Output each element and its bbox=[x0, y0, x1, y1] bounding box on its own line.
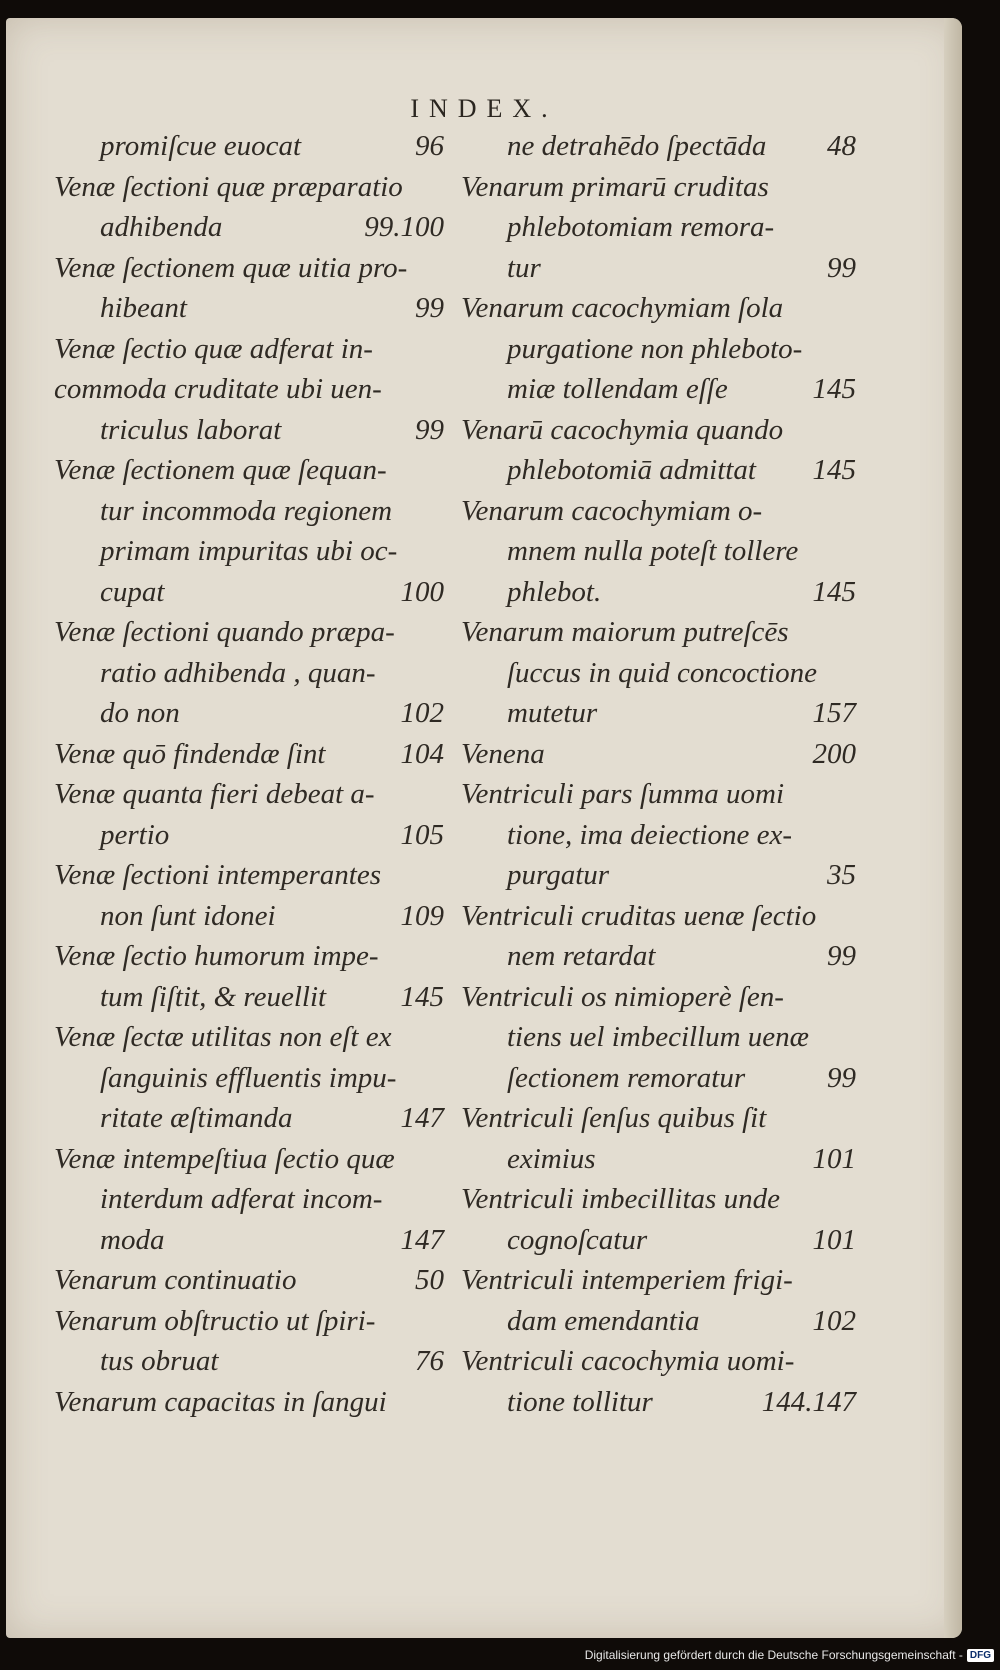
entry-text: Venæ ſectio quæ adferat in- bbox=[54, 332, 373, 365]
entry-text: eximius bbox=[507, 1142, 596, 1175]
entry-text: Venarū cacochymia quando bbox=[461, 413, 784, 446]
entry-text: Venæ ſectionem quæ uitia pro- bbox=[54, 251, 408, 284]
entry-text: ſectionem remoratur bbox=[507, 1061, 746, 1094]
page-reference: 102 bbox=[400, 697, 444, 729]
entry-text: interdum adferat incom- bbox=[100, 1183, 383, 1215]
page-reference: 145 bbox=[400, 980, 444, 1013]
index-entry-line bbox=[461, 126, 856, 167]
entry-text: tur bbox=[507, 251, 541, 284]
page-reference: 109 bbox=[400, 899, 444, 932]
index-entry-line bbox=[54, 1017, 444, 1058]
entry-text: ratio adhibenda , quan- bbox=[100, 656, 376, 689]
entry-text: primam impuritas ubi oc- bbox=[100, 535, 398, 567]
index-entry-line bbox=[461, 248, 856, 289]
page-reference: 157 bbox=[812, 697, 856, 729]
entry-text: tum ſiſtit, & reuellit bbox=[100, 980, 327, 1013]
index-entry-line bbox=[54, 815, 444, 856]
index-entry-line bbox=[54, 653, 444, 694]
page-edge bbox=[944, 18, 962, 1638]
page-reference: 147 bbox=[400, 1102, 444, 1134]
footer-text: Digitalisierung gefördert durch die Deutsche Forschungsgemeinschaft - bbox=[584, 1648, 963, 1662]
entry-text: hibeant bbox=[100, 292, 187, 324]
index-entry-line bbox=[54, 774, 444, 815]
entry-text: phlebotomiā admittat bbox=[507, 454, 756, 486]
page-reference: 105 bbox=[400, 818, 444, 851]
index-entry-line bbox=[54, 855, 444, 896]
index-entry-line bbox=[461, 1098, 856, 1139]
page-reference: 76 bbox=[415, 1345, 444, 1377]
entry-text: purgatur bbox=[507, 859, 610, 891]
index-entry-line bbox=[54, 936, 444, 977]
entry-text: ne detrahēdo ſpectāda bbox=[507, 130, 767, 162]
entry-text: Venæ ſectioni quæ præparatio bbox=[54, 170, 403, 203]
index-entry-line bbox=[54, 531, 444, 572]
page-reference: 101 bbox=[812, 1142, 856, 1175]
entry-text: ſuccus in quid concoctione bbox=[507, 656, 818, 689]
page-reference: 35 bbox=[827, 859, 856, 891]
entry-text: commoda cruditate ubi uen- bbox=[54, 373, 382, 405]
page-reference: 101 bbox=[812, 1223, 856, 1256]
index-entry-line bbox=[461, 288, 856, 329]
index-entry-line bbox=[461, 207, 856, 248]
index-entry-line bbox=[54, 1301, 444, 1342]
entry-text: Venarum cacochymiam ſola bbox=[461, 292, 784, 324]
entry-text: tus obruat bbox=[100, 1345, 219, 1377]
index-entry-line bbox=[461, 369, 856, 410]
entry-text: Venarum cacochymiam o- bbox=[461, 494, 763, 527]
index-entry-line bbox=[461, 572, 856, 613]
index-entry-line bbox=[461, 450, 856, 491]
index-entry-line bbox=[54, 572, 444, 613]
page-reference: 99 bbox=[827, 251, 856, 284]
entry-text: Ventriculi ſenſus quibus ſit bbox=[461, 1102, 767, 1134]
page-reference: 99 bbox=[415, 292, 444, 324]
index-entry-line bbox=[461, 815, 856, 856]
entry-text: Venarum capacitas in ſangui bbox=[54, 1385, 387, 1418]
entry-text: tione tollitur bbox=[507, 1385, 653, 1418]
entry-text: Venena bbox=[461, 737, 545, 770]
entry-text: Venæ ſectioni quando præpa- bbox=[54, 616, 395, 648]
page-reference: 145 bbox=[812, 454, 856, 486]
entry-text: Venarum obſtructio ut ſpiri- bbox=[54, 1304, 376, 1337]
page-reference: 100 bbox=[400, 575, 444, 608]
index-entry-line bbox=[461, 936, 856, 977]
entry-text: cupat bbox=[100, 575, 165, 608]
entry-text: pertio bbox=[100, 818, 170, 851]
entry-text: do non bbox=[100, 697, 180, 729]
entry-text: promiſcue euocat bbox=[100, 130, 302, 162]
index-entry-line bbox=[461, 734, 856, 775]
entry-text: Venæ ſectionem quæ ſequan- bbox=[54, 454, 387, 486]
entry-text: Ventriculi cacochymia uomi- bbox=[461, 1345, 795, 1377]
entry-text: Venæ ſectio humorum impe- bbox=[54, 940, 379, 972]
entry-text: Venarum primarū cruditas bbox=[461, 170, 769, 203]
index-entry-line bbox=[54, 896, 444, 937]
page-reference: 145 bbox=[812, 575, 856, 608]
page-reference: 104 bbox=[400, 737, 444, 770]
page-reference: 200 bbox=[812, 737, 856, 770]
index-entry-line bbox=[461, 1017, 856, 1058]
index-entry-line bbox=[54, 693, 444, 734]
entry-text: Ventriculi pars ſumma uomi bbox=[461, 778, 785, 810]
index-entry-line bbox=[461, 531, 856, 572]
entry-text: moda bbox=[100, 1223, 165, 1256]
entry-text: Ventriculi os nimioperè ſen- bbox=[461, 980, 784, 1013]
index-entry-line bbox=[54, 126, 444, 167]
entry-text: phlebot. bbox=[507, 575, 602, 608]
page-reference: 96 bbox=[415, 130, 444, 162]
entry-text: miæ tollendam eſſe bbox=[507, 373, 728, 405]
entry-text: Venæ ſectioni intemperantes bbox=[54, 859, 381, 891]
index-entry-line bbox=[54, 977, 444, 1018]
page-reference: 145 bbox=[812, 373, 856, 405]
index-entry-line bbox=[54, 450, 444, 491]
index-entry-line bbox=[461, 1382, 856, 1423]
entry-text: Ventriculi imbecillitas unde bbox=[461, 1183, 780, 1215]
entry-text: dam emendantia bbox=[507, 1304, 700, 1337]
entry-text: cognoſcatur bbox=[507, 1223, 648, 1256]
index-column-left bbox=[54, 126, 444, 1422]
index-entry-line bbox=[54, 1139, 444, 1180]
page-header: INDEX. bbox=[410, 94, 558, 123]
page-reference: 147 bbox=[400, 1223, 444, 1256]
index-entry-line bbox=[54, 612, 444, 653]
page-reference: 48 bbox=[827, 130, 856, 162]
index-entry-line bbox=[54, 329, 444, 370]
entry-text: Venæ quō findendæ ſint bbox=[54, 737, 326, 770]
index-entry-line bbox=[54, 1179, 444, 1220]
page-reference: 99.100 bbox=[364, 211, 444, 243]
index-entry-line bbox=[461, 1220, 856, 1261]
index-entry-line bbox=[461, 896, 856, 937]
index-entry-line bbox=[461, 693, 856, 734]
page-reference: 99 bbox=[827, 1061, 856, 1094]
entry-text: phlebotomiam remora- bbox=[507, 211, 775, 243]
index-entry-line bbox=[461, 329, 856, 370]
index-entry-line bbox=[54, 1098, 444, 1139]
entry-text: Venæ intempeſtiua ſectio quæ bbox=[54, 1142, 395, 1175]
entry-text: Venæ ſectæ utilitas non eſt ex bbox=[54, 1021, 392, 1053]
index-entry-line bbox=[54, 1260, 444, 1301]
entry-text: Ventriculi cruditas uenæ ſectio bbox=[461, 899, 817, 932]
index-entry-line bbox=[461, 1058, 856, 1099]
index-entry-line bbox=[461, 612, 856, 653]
entry-text: purgatione non phleboto- bbox=[507, 332, 803, 365]
index-entry-line bbox=[461, 1179, 856, 1220]
index-entry-line bbox=[54, 207, 444, 248]
index-entry-line bbox=[461, 167, 856, 208]
digitization-footer bbox=[585, 1644, 994, 1666]
index-entry-line bbox=[54, 1220, 444, 1261]
index-entry-line bbox=[461, 1260, 856, 1301]
page-reference: 144.147 bbox=[761, 1385, 856, 1418]
page-reference: 50 bbox=[415, 1264, 444, 1296]
index-entry-line bbox=[461, 653, 856, 694]
entry-text: non ſunt idonei bbox=[100, 899, 276, 932]
index-entry-line bbox=[461, 1139, 856, 1180]
dfg-logo: DFG bbox=[967, 1649, 994, 1662]
index-entry-line bbox=[54, 410, 444, 451]
entry-text: adhibenda bbox=[100, 211, 223, 243]
index-entry-line bbox=[461, 774, 856, 815]
index-entry-line bbox=[54, 369, 444, 410]
index-entry-line bbox=[54, 288, 444, 329]
page-reference: 99 bbox=[827, 940, 856, 972]
index-entry-line bbox=[461, 977, 856, 1018]
index-entry-line bbox=[461, 1301, 856, 1342]
index-column-right bbox=[461, 126, 856, 1422]
entry-text: nem retardat bbox=[507, 940, 656, 972]
entry-text: mutetur bbox=[507, 697, 598, 729]
entry-text: tiens uel imbecillum uenæ bbox=[507, 1021, 810, 1053]
index-entry-line bbox=[54, 1382, 444, 1423]
entry-text: Venarum continuatio bbox=[54, 1264, 297, 1296]
index-entry-line bbox=[54, 734, 444, 775]
entry-text: Venarum maiorum putreſcēs bbox=[461, 616, 789, 648]
entry-text: triculus laborat bbox=[100, 413, 282, 446]
page-reference: 99 bbox=[415, 413, 444, 446]
index-entry-line bbox=[54, 491, 444, 532]
index-entry-line bbox=[54, 167, 444, 208]
index-entry-line bbox=[461, 1341, 856, 1382]
index-entry-line bbox=[54, 248, 444, 289]
index-entry-line bbox=[461, 491, 856, 532]
index-entry-line bbox=[54, 1341, 444, 1382]
page-reference: 102 bbox=[812, 1304, 856, 1337]
entry-text: tur incommoda regionem bbox=[100, 494, 393, 527]
index-entry-line bbox=[54, 1058, 444, 1099]
book-page bbox=[6, 18, 962, 1638]
index-entry-line bbox=[461, 855, 856, 896]
entry-text: mnem nulla poteſt tollere bbox=[507, 535, 799, 567]
entry-text: ritate æſtimanda bbox=[100, 1102, 293, 1134]
entry-text: Ventriculi intemperiem frigi- bbox=[461, 1264, 793, 1296]
entry-text: tione, ima deiectione ex- bbox=[507, 818, 793, 851]
entry-text: ſanguinis effluentis impu- bbox=[100, 1061, 397, 1094]
entry-text: Venæ quanta fieri debeat a- bbox=[54, 778, 375, 810]
index-entry-line bbox=[461, 410, 856, 451]
